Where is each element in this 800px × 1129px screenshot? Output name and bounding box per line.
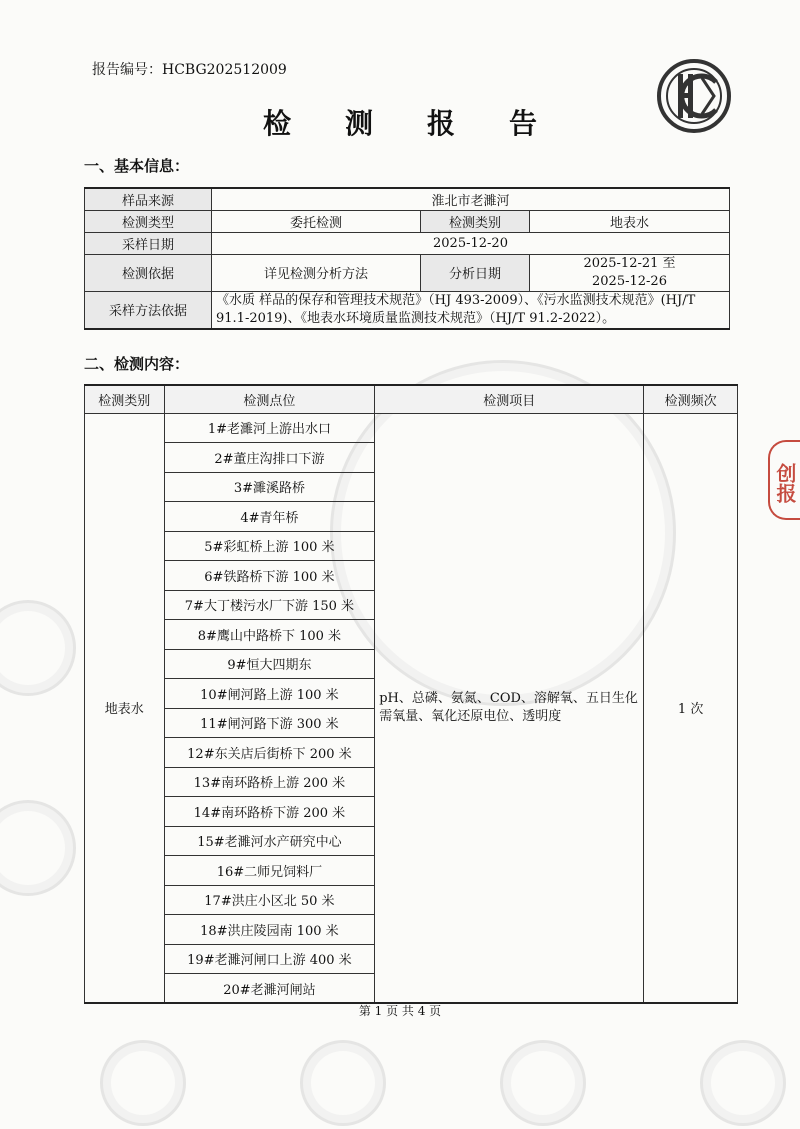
- point-8: 8#鹰山中路桥下 100 米: [164, 620, 375, 650]
- point-20: 20#老濉河闸站: [164, 974, 375, 1004]
- header-category: 检测类别: [85, 385, 165, 413]
- header-items: 检测项目: [375, 385, 644, 413]
- point-6: 6#铁路桥下游 100 米: [164, 561, 375, 591]
- point-11: 11#闸河路下游 300 米: [164, 708, 375, 738]
- point-16: 16#二师兄饲料厂: [164, 856, 375, 886]
- red-seal-stamp: 创报: [768, 440, 800, 520]
- point-9: 9#恒大四期东: [164, 649, 375, 679]
- sample-source-value: 淮北市老濉河: [212, 188, 730, 210]
- sample-source-label: 样品来源: [85, 188, 212, 210]
- point-19: 19#老濉河闸口上游 400 米: [164, 944, 375, 974]
- watermark-small-5: [500, 1040, 586, 1126]
- point-3: 3#濉溪路桥: [164, 472, 375, 502]
- report-number-value: HCBG202512009: [162, 62, 287, 78]
- point-10: 10#闸河路上游 100 米: [164, 679, 375, 709]
- items-value: pH、总磷、氨氮、COD、溶解氧、五日生化需氧量、氧化还原电位、透明度: [375, 413, 644, 1003]
- point-14: 14#南环路桥下游 200 米: [164, 797, 375, 827]
- report-number: [92, 59, 287, 79]
- basis-label: 检测依据: [85, 254, 212, 291]
- section-content: 二、检测内容：: [84, 355, 190, 373]
- test-category-value: 地表水: [530, 210, 730, 232]
- point-5: 5#彩虹桥上游 100 米: [164, 531, 375, 561]
- point-17: 17#洪庄小区北 50 米: [164, 885, 375, 915]
- analysis-date-label: 分析日期: [421, 254, 530, 291]
- test-type-value: 委托检测: [212, 210, 421, 232]
- test-category-label: 检测类别: [421, 210, 530, 232]
- sampling-method-label: 采样方法依据: [85, 291, 212, 329]
- page-number: 第 1 页 共 4 页: [358, 1004, 442, 1018]
- point-7: 7#大丁楼污水厂下游 150 米: [164, 590, 375, 620]
- report-number-label: 报告编号：: [92, 62, 162, 78]
- point-15: 15#老濉河水产研究中心: [164, 826, 375, 856]
- sampling-date-value: 2025-12-20: [212, 232, 730, 254]
- content-table: [84, 384, 738, 1004]
- watermark-small-2: [0, 800, 76, 896]
- sampling-date-label: 采样日期: [85, 232, 212, 254]
- report-title: 检测报告: [262, 107, 591, 140]
- point-2: 2#董庄沟排口下游: [164, 443, 375, 473]
- point-18: 18#洪庄陵园南 100 米: [164, 915, 375, 945]
- test-type-label: 检测类型: [85, 210, 212, 232]
- watermark-small-6: [700, 1040, 786, 1126]
- analysis-date-start: 2025-12-21 至: [583, 255, 676, 271]
- category-value: 地表水: [85, 413, 165, 1003]
- header-point: 检测点位: [164, 385, 375, 413]
- point-4: 4#青年桥: [164, 502, 375, 532]
- watermark-small-1: [0, 600, 76, 696]
- basic-info-table: [84, 187, 730, 330]
- point-13: 13#南环路桥上游 200 米: [164, 767, 375, 797]
- point-1: 1#老濉河上游出水口: [164, 413, 375, 443]
- analysis-date-end: 2025-12-26: [592, 273, 667, 289]
- table-row: [85, 413, 738, 443]
- basis-value: 详见检测分析方法: [212, 254, 421, 291]
- header-frequency: 检测频次: [644, 385, 738, 413]
- watermark-small-4: [300, 1040, 386, 1126]
- sampling-method-value: 《水质 样品的保存和管理技术规范》（HJ 493-2009）、《污水监测技术规范》(HJ/T 91.1-2019)、《地表水环境质量监测技术规范》（HJ/T 91.2-2022）。: [212, 291, 730, 329]
- watermark-small-3: [100, 1040, 186, 1126]
- section-basic-info: 一、基本信息：: [84, 157, 190, 175]
- frequency-value: 1 次: [644, 413, 738, 1003]
- point-12: 12#东关店后街桥下 200 米: [164, 738, 375, 768]
- analysis-date-value: [530, 254, 730, 291]
